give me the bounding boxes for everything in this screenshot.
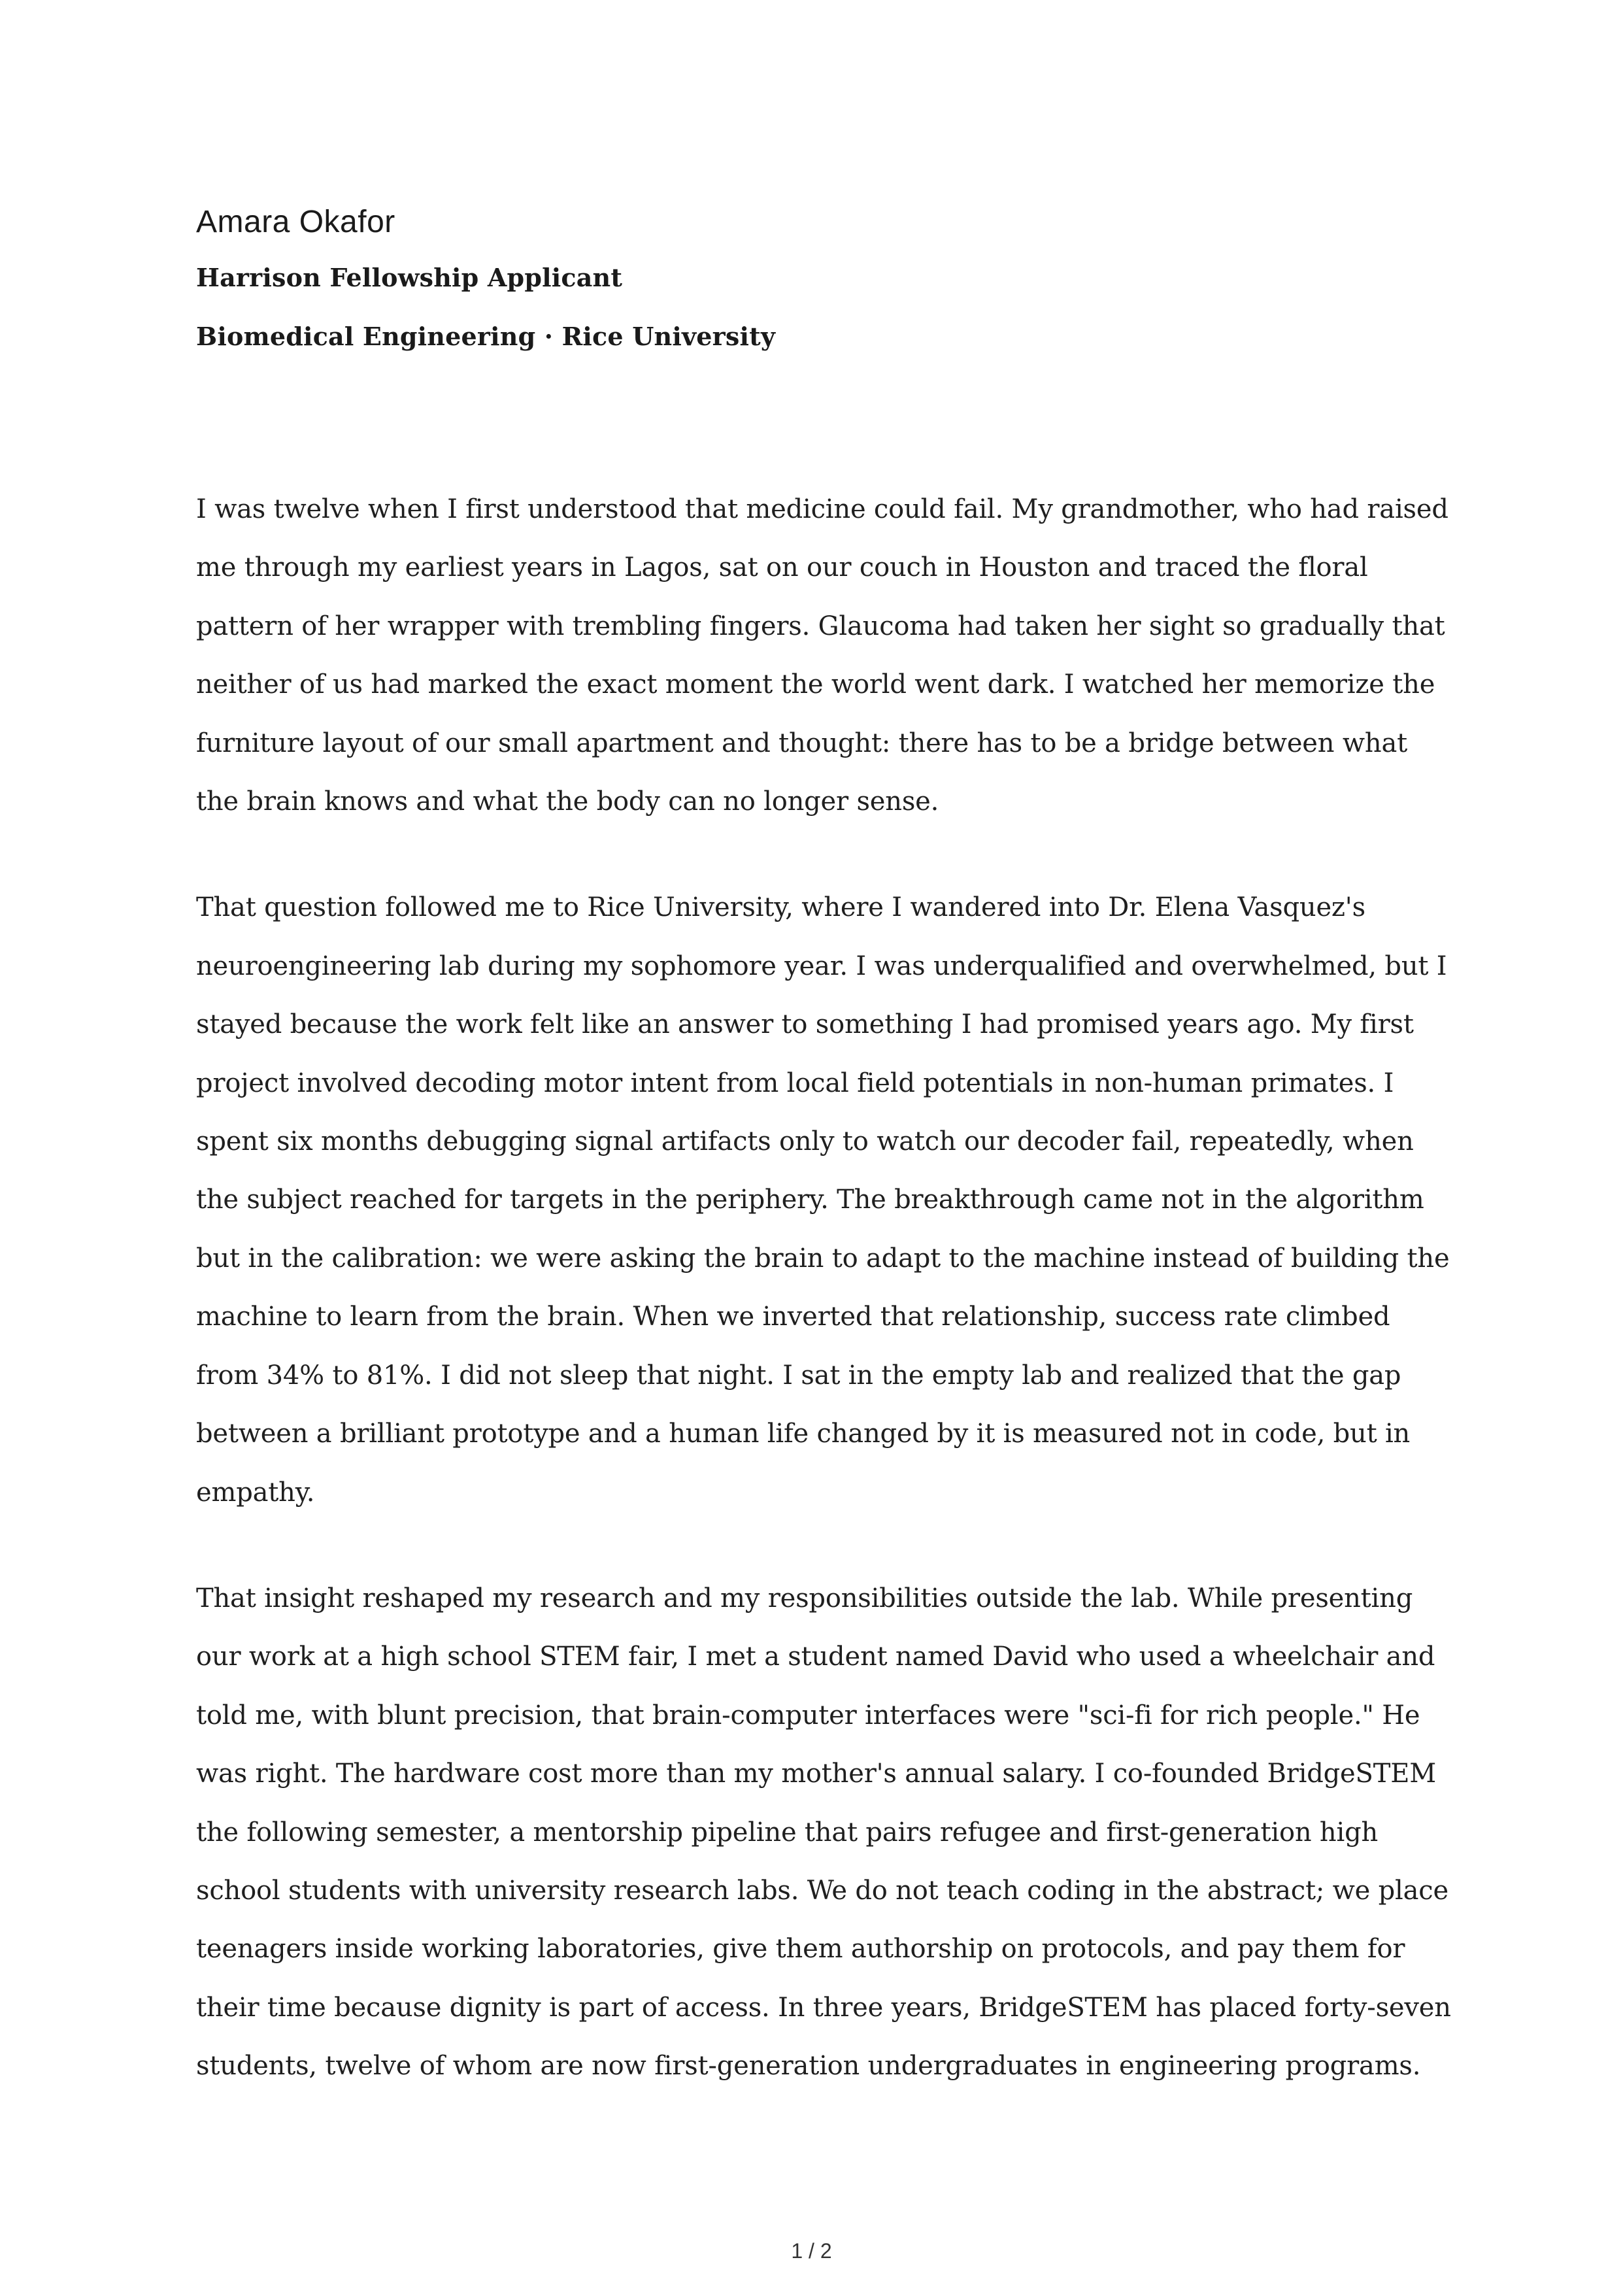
essay-body [196, 481, 1451, 2144]
applicant-role: Harrison Fellowship Applicant [196, 263, 623, 292]
essay-paragraph-2: That question followed me to Rice University, where I wandered into Dr. Elena Vasquez's neuroengineering lab during my sophomore year. I was underqualified and overwhelmed, but I stayed because the work felt like an answer to something I had promised years ago. My first project involved decoding motor intent from local field potentials in non-human primates. I spent six months debugging signal artifacts only to watch our decoder fail, repeatedly, when the subject reached for targets in the periphery. The breakthrough came not in the algorithm but in the calibration: we were asking the brain to adapt to the machine instead of building the machine to learn from the brain. When we inverted that relationship, success rate climbed from 34% to 81%. I did not sleep that night. I sat in the empty lab and realized that the gap between a brilliant prototype and a human life changed by it is measured not in code, but in empathy. [196, 892, 1450, 1508]
applicant-header [196, 196, 1438, 366]
applicant-name: Amara Okafor [196, 205, 395, 239]
essay-paragraph-1: I was twelve when I first understood that medicine could fail. My grandmother, who had raised me through my earliest years in Lagos, sat on our couch in Houston and traced the floral pattern of her wrapper with trembling fingers. Glaucoma had taken her sight so gradually that neither of us had marked the exact moment the world went dark. I watched her memorize the furniture layout of our small apartment and thought: there has to be a bridge between what the brain knows and what the body can no longer sense. [196, 494, 1448, 817]
page-number: 1 / 2 [791, 2239, 832, 2263]
essay-paragraph-3: That insight reshaped my research and my responsibilities outside the lab. While presenting our work at a high school STEM fair, I met a student named David who used a wheelchair and told me, with blunt precision, that brain-computer interfaces were "sci-fi for rich people." He was right. The hardware cost more than my mother's annual salary. I co-founded BridgeSTEM the following semester, a mentorship pipeline that pairs refugee and first-generation high school students with university research labs. We do not teach coding in the abstract; we place teenagers inside working laboratories, give them authorship on protocols, and pay them for their time because dignity is part of access. In three years, BridgeSTEM has placed forty-seven students, twelve of whom are now first-generation undergraduates in engineering programs. [196, 1583, 1451, 2082]
applicant-affiliation: Biomedical Engineering · Rice University [196, 322, 776, 351]
